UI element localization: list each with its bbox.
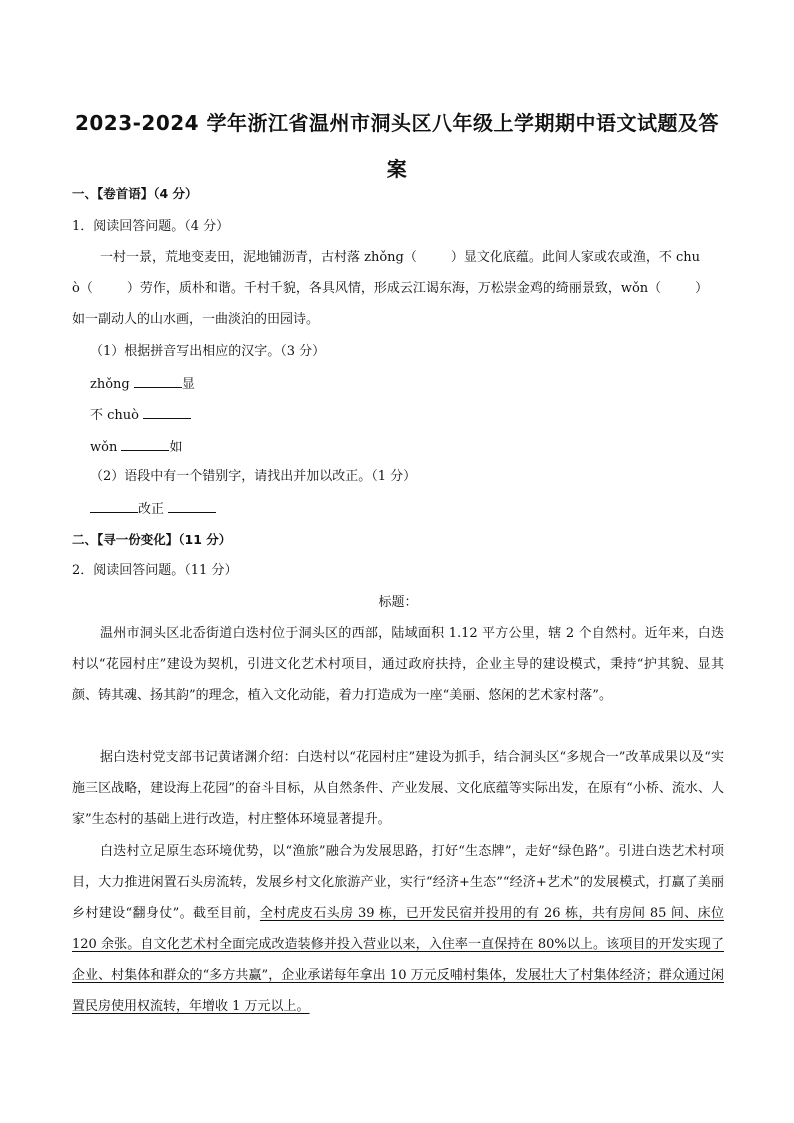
article-paragraph-2: 据白迭村党支部书记黄诸渊介绍：白迭村以“花园村庄”建设为抓手，结合洞头区“多规合一”改革成果以及“实施三区战略，建设海上花园”的奋斗目标，从自然条件、产业发展、文化底蕴等实际出发，在原有“小桥、流水、人家”生态村的基础上进行改造，村庄整体环境显著提升。 bbox=[72, 750, 724, 827]
article-paragraph-3 bbox=[72, 836, 724, 1022]
sub-question-1: （1）根据拼音写出相应的汉字。（3 分） bbox=[90, 344, 326, 359]
answer-blank[interactable] bbox=[121, 436, 169, 451]
answer-line-correction bbox=[90, 498, 216, 520]
passage-text: ）显文化底蕴。此间人家或农或渔，不 chu bbox=[450, 250, 701, 265]
answer-blank[interactable] bbox=[168, 498, 216, 513]
passage-text: ）劳作，质朴和谐。千村千貌，各具风情，形成云江谒东海，万松崇金鸡的绮丽景致，wǒn（ bbox=[126, 281, 662, 296]
pinyin-label: zhǒng bbox=[90, 377, 134, 392]
article-title: 标题： bbox=[378, 595, 418, 610]
question-1-title: 1．阅读回答问题。（4 分） bbox=[72, 219, 230, 234]
answer-line-chuo bbox=[90, 404, 191, 426]
article-paragraph-1: 温州市洞头区北岙街道白迭村位于洞头区的西部，陆域面积 1.12 平方公里，辖 2 个自然村。近年来，白迭村以“花园村庄”建设为契机，引进文化艺术村项目，通过政府扶持，企业主导的建设模式，秉持“护其貌、显其颜、铸其魂、扬其韵”的理念，植入文化动能，着力打造成为一座“美丽、悠闲的艺术家村落”。 bbox=[72, 626, 724, 703]
passage-text: ） bbox=[695, 281, 709, 296]
question-2-title: 2．阅读回答问题。（11 分） bbox=[72, 563, 238, 578]
paragraph-3-text: 白迭村立足原生态环境优势，以“渔旅”融合为发展思路，打好“生态牌”，走好“绿色路”。引进白迭艺术村项目，大力推进闲置石头房流转，发展乡村文化旅游产业，实行“经济+生态”“经济+艺术”的发展模式，打赢了美丽乡村建设“翻身仗”。截至目前， bbox=[72, 844, 724, 921]
pinyin-label: 不 chuò bbox=[90, 408, 144, 423]
passage-text: ò（ bbox=[72, 281, 93, 296]
document-title: 2023-2024 学年浙江省温州市洞头区八年级上学期期中语文试题及答案 bbox=[74, 111, 720, 181]
sub-question-2: （2）语段中有一个错别字，请找出并加以改正。（1 分） bbox=[90, 469, 417, 484]
passage-line-1 bbox=[100, 248, 700, 268]
answer-line-zhong bbox=[90, 373, 195, 395]
paragraph-3-underlined-text: 全村虎皮石头房 39 栋，已开发民宿并投用的有 26 栋，共有房间 85 间、床位 120 余张。自文化艺术村全面完成改造装修并投入营业以来，入住率一直保持在 80%以上。该项目的开发实现了企业、村集体和群众的“多方共赢”，企业承诺每年拿出 10 万元反哺村集体，发展壮大了村集体经济；群众通过闲置民房使用权流转，年增收 1 万元以上。 bbox=[72, 906, 724, 1014]
answer-blank[interactable] bbox=[90, 498, 138, 513]
answer-suffix: 显 bbox=[181, 377, 195, 392]
correction-label: 改正 bbox=[138, 502, 169, 517]
passage-line-3: 如一副动人的山水画，一曲淡泊的田园诗。 bbox=[72, 312, 320, 327]
answer-suffix: 如 bbox=[169, 440, 183, 455]
answer-line-won bbox=[90, 436, 182, 458]
answer-blank[interactable] bbox=[134, 373, 182, 388]
passage-line-2 bbox=[72, 279, 708, 299]
passage-text: 一村一景，荒地变麦田，泥地铺沥青，古村落 zhǒng（ bbox=[100, 250, 417, 265]
answer-blank[interactable] bbox=[143, 404, 191, 419]
section-1-heading: 一、【卷首语】（4 分） bbox=[72, 186, 198, 201]
pinyin-label: wǒn bbox=[90, 440, 122, 455]
section-2-heading: 二、【寻一份变化】（11 分） bbox=[72, 532, 232, 547]
